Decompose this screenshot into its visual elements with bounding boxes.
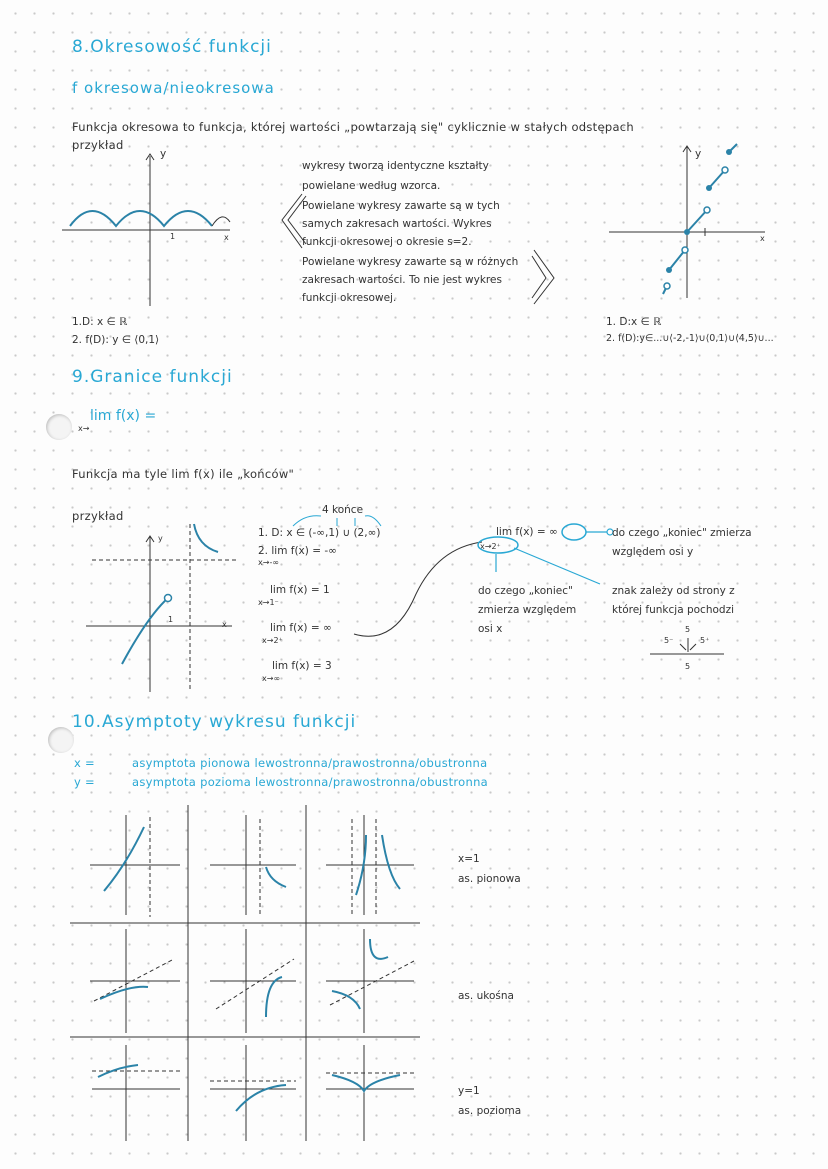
asymptote-grid [70,805,430,1145]
explanation-line: samych zakresach wartości. Wykres [302,218,492,230]
section-8-title: 8.Okresowość funkcji [72,37,272,57]
example-label: przykład [72,509,124,523]
graph-x-label: x [760,234,765,243]
explanation-line: wykresy tworzą identyczne kształty [302,160,489,172]
punch-hole [46,414,72,440]
grid-label: as. ukośna [458,990,514,1002]
note-b-line: do czego „koniec" [478,585,573,597]
note-limit-sub: x→2⁺ [480,542,501,551]
limit-formula: lim f(x) = [90,408,157,424]
row-value: asymptota pionowa lewostronna/prawostronna/obustronna [132,756,488,770]
limits-sentence: Funkcja ma tyle lim f(x) ile „końców" [72,467,295,481]
limit-formula-sub: x→ [78,424,90,433]
grid-label: x=1 [458,853,480,865]
explanation-line: zakresach wartości. To nie jest wykres [302,274,502,286]
section-8-subtitle: f okresowa/nieokresowa [72,79,275,97]
graph-x-label: x [224,233,229,242]
mini-label: 5 [685,625,691,634]
explanation-line: funkcji okresowej o okresie s=2. [302,236,472,248]
grid-label: as. pozioma [458,1105,522,1117]
explanation-line: funkcji okresowej. [302,292,397,304]
limit-line: lim f(x) = 1 [270,584,330,596]
non-periodic-graph [605,140,775,310]
domain-line: 1. D: x ∈ (-∞,1) ∪ (2,∞) [258,527,381,539]
limit-line: lim f(x) = ∞ [270,622,332,634]
section-9-title: 9.Granice funkcji [72,367,233,387]
graph-y-label: y [160,148,167,160]
limit-sub: x→1⁻ [258,598,279,607]
graph-y-label: y [158,534,163,543]
note-a-line: do czego „koniec" zmierza [612,527,752,539]
limit-line: lim f(x) = 3 [272,660,332,672]
limit-sub: x→2⁺ [262,636,283,645]
row-key: x = [74,756,95,770]
arrow-right-bracket [530,248,560,308]
note-limit: lim f(x) = ∞ [496,526,558,538]
explanation-line: Powielane wykresy zawarte są w różnych [302,256,519,268]
ends-label: 4 końce [322,504,364,516]
explanation-line: powielane według wzorca. [302,180,441,192]
left-property-1: 1.D: x ∈ ℝ [72,316,128,328]
limit-sub: x→∞ [262,674,281,683]
graph-tick-one: 1 [168,615,174,624]
limit-line: 2. lim f(x) = -∞ [258,545,337,557]
limit-sub: x→-∞ [258,558,279,567]
section-8-definition: Funkcja okresowa to funkcja, której wartości „powtarzają się" cyklicznie w stałych odstępach [72,120,635,134]
note-b-line: zmierza względem [478,604,577,616]
note-c-line: znak zależy od strony z [612,585,735,597]
note-c-line: której funkcja pochodzi [612,604,735,616]
grid-label: y=1 [458,1085,480,1097]
right-property-2: 2. f(D):y∈...∪⟨-2,-1⟩∪⟨0,1⟩∪⟨4,5⟩∪... [606,333,774,344]
mini-label: 5⁻ [664,636,674,645]
graph-y-label: y [695,148,702,160]
mini-label: 5 [685,662,691,671]
right-property-1: 1. D:x ∈ ℝ [606,316,662,328]
row-value: asymptota pozioma lewostronna/prawostronna/obustronna [132,775,489,789]
note-a-line: względem osi y [612,546,694,558]
connector-curve [350,534,490,654]
example-label: przykład [72,138,124,152]
periodic-graph [62,148,242,308]
mini-label: 5⁺ [700,636,710,645]
ends-arrows [285,510,395,528]
row-key: y = [74,775,95,789]
explanation-line: Powielane wykresy zawarte są w tych [302,200,500,212]
graph-tick-one: 1 [170,232,176,241]
grid-label: as. pionowa [458,873,521,885]
punch-hole [48,727,74,753]
note-b-line: osi x [478,623,503,635]
left-property-2: 2. f(D): y ∈ ⟨0,1⟩ [72,334,160,346]
graph-x-label: x [222,620,227,629]
section-10-title: 10.Asymptoty wykresu funkcji [72,712,357,732]
limits-graph [86,516,246,696]
